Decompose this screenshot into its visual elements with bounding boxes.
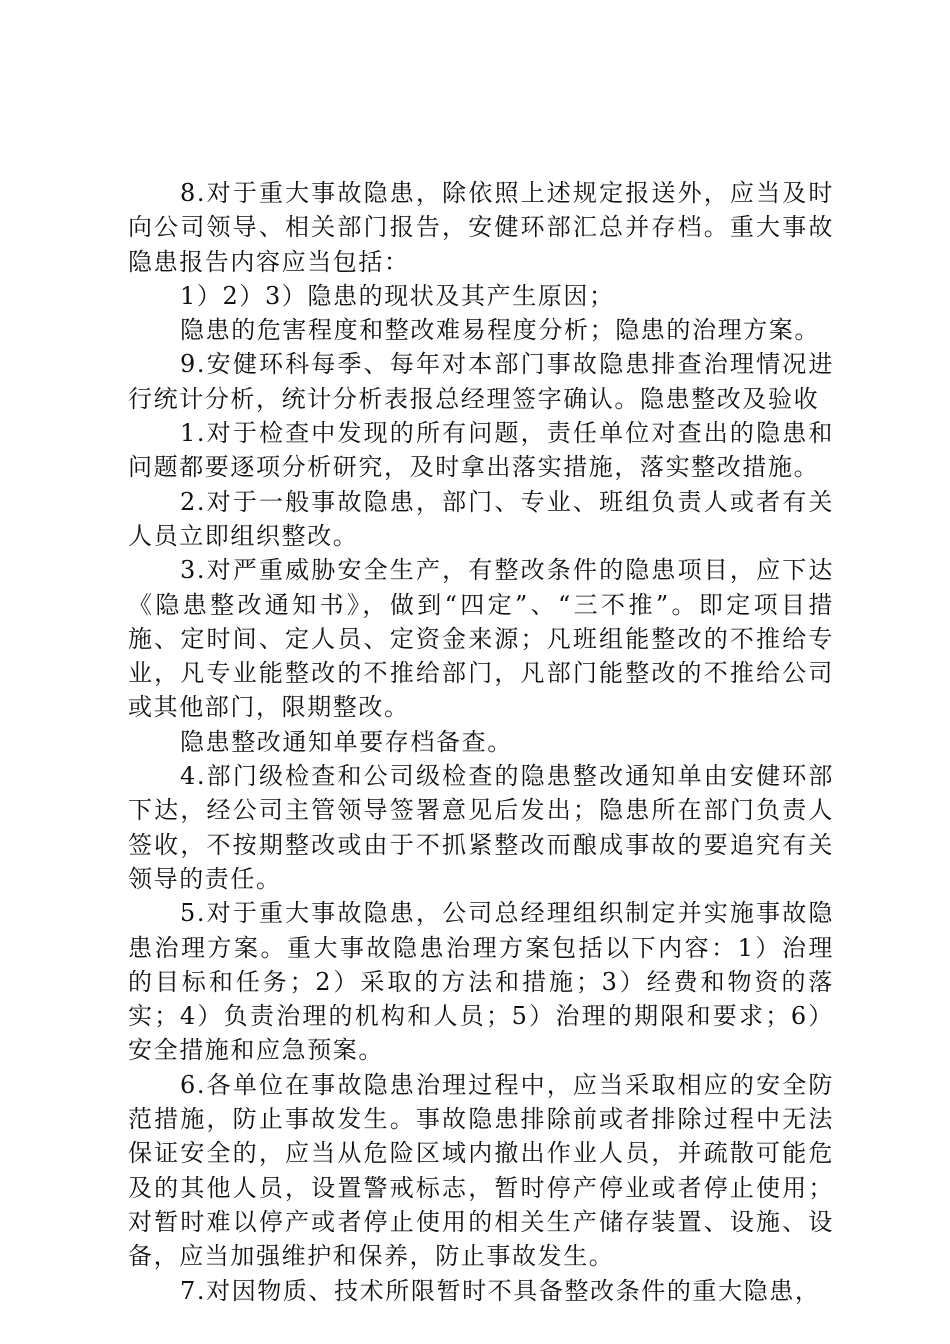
paragraph-9-statistics: 9.安健环科每季、每年对本部门事故隐患排查治理情况进行统计分析，统计分析表报总经理签字确认。隐患整改及验收 xyxy=(128,350,834,413)
paragraph-6-safety-measures: 6.各单位在事故隐患治理过程中，应当采取相应的安全防范措施，防止事故发生。事故隐患排除前或者排除过程中无法保证安全的，应当从危险区域内撤出作业人员，并疏散可能危及的其他人员，设置警戒标志，暂时停产停业或者停止使用；对暂时难以停产或者停止使用的相关生产储存装置、设施、设备，应当加强维护和保养，防止事故发生。 xyxy=(128,1070,834,1271)
paragraph-3-serious-threat: 3.对严重威胁安全生产，有整改条件的隐患项目，应下达《隐患整改通知书》，做到“四定”、“三不推”。即定项目措施、定时间、定人员、定资金来源；凡班组能整改的不推给专业，凡专业能整改的不推给部门，凡部门能整改的不推给公司或其他部门，限期整改。 xyxy=(128,556,834,722)
paragraph-7-material-limits: 7.对因物质、技术所限暂时不具备整改条件的重大隐患， xyxy=(180,1276,821,1305)
paragraph-1-inspection-issues: 1.对于检查中发现的所有问题，责任单位对查出的隐患和问题都要逐项分析研究，及时拿出落实措施，落实整改措施。 xyxy=(128,419,834,482)
paragraph-5-major-hazard-plan: 5.对于重大事故隐患，公司总经理组织制定并实施事故隐患治理方案。重大事故隐患治理方案包括以下内容：1）治理的目标和任务；2）采取的方法和措施；3）经费和物资的落实；4）负责治理的机构和人员；5）治理的期限和要求；6）安全措施和应急预案。 xyxy=(128,899,834,1065)
paragraph-8-major-hazard-report: 8.对于重大事故隐患，除依照上述规定报送外，应当及时向公司领导、相关部门报告，安健环部汇总并存档。重大事故隐患报告内容应当包括： xyxy=(128,179,834,276)
paragraph-2-general-hazard: 2.对于一般事故隐患，部门、专业、班组负责人或者有关人员立即组织整改。 xyxy=(128,487,834,550)
document-body xyxy=(128,176,834,1308)
paragraph-hazard-degree: 隐患的危害程度和整改难易程度分析；隐患的治理方案。 xyxy=(180,316,820,345)
paragraph-notice-archive: 隐患整改通知单要存档备查。 xyxy=(180,727,513,756)
paragraph-4-department-inspection: 4.部门级检查和公司级检查的隐患整改通知单由安健环部下达，经公司主管领导签署意见后发出；隐患所在部门负责人签收，不按期整改或由于不抓紧整改而酿成事故的要追究有关领导的责任。 xyxy=(128,762,834,893)
paragraph-hazard-status: 1）2）3）隐患的现状及其产生原因； xyxy=(180,281,615,310)
